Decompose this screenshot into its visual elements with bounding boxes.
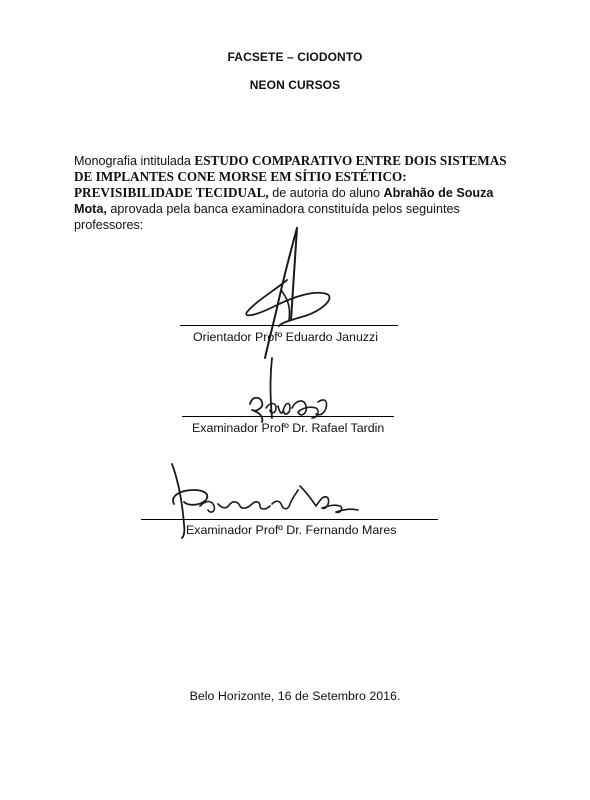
course-provider: NEON CURSOS (249, 78, 341, 92)
author-name: Abrahão de Souza Mota, (74, 186, 494, 216)
signature-line-examiner-1 (182, 416, 394, 417)
place-and-date: Belo Horizonte, 16 de Setembro 2016. (189, 689, 401, 703)
signature-label-examiner-1: Examinador Profº Dr. Rafael Tardin (192, 421, 385, 435)
signature-line-examiner-2 (141, 519, 438, 520)
monograph-title: ESTUDO COMPARATIVO ENTRE DOIS SISTEMAS DE IMPLANTES CONE MORSE EM SÍTIO ESTÉTICO: PREVISIBILIDADE TECIDUAL, (74, 153, 507, 200)
approval-prefix: Monografia intitulada (74, 154, 195, 168)
signature-label-advisor: Orientador Profº Eduardo Januzzi (193, 330, 378, 344)
approval-middle: de autoria do aluno (268, 186, 384, 200)
approval-suffix: aprovada pela banca examinadora constituída pelos seguintes professores: (74, 202, 460, 232)
signature-line-advisor (180, 325, 398, 326)
institution-name: FACSETE – CIODONTO (227, 50, 363, 64)
signature-label-examiner-2: Examinador Profº Dr. Fernando Mares (186, 523, 397, 537)
